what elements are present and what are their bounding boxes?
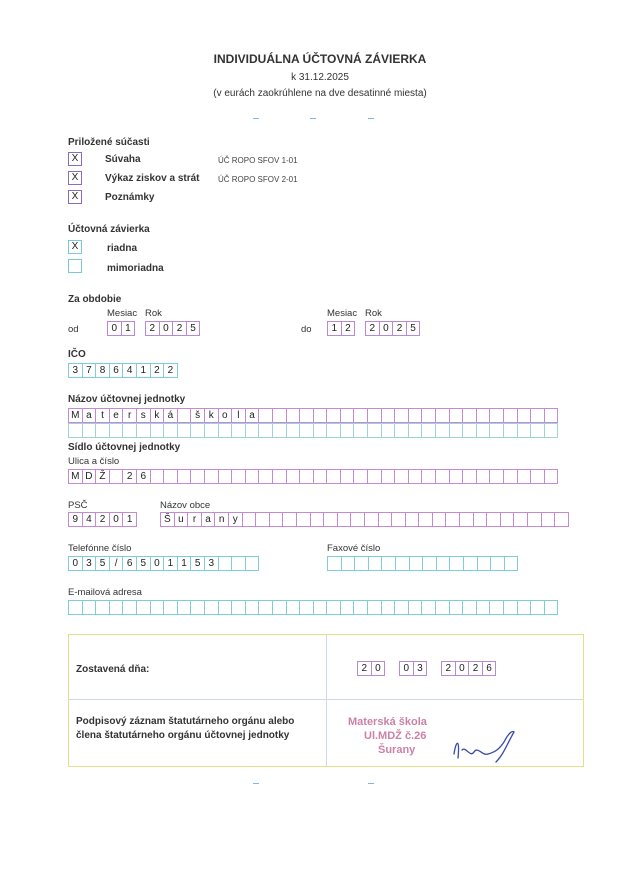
char-cell <box>272 469 286 484</box>
char-cell <box>258 469 272 484</box>
char-cell <box>353 408 367 423</box>
city-label: Názov obce <box>160 500 211 511</box>
char-cell <box>530 600 544 615</box>
char-cell: 0 <box>109 512 123 527</box>
char-cell: 3 <box>82 556 96 571</box>
attachments-heading: Priložené súčasti <box>68 137 150 148</box>
char-cell <box>299 600 313 615</box>
char-cell: 4 <box>82 512 96 527</box>
char-cell: k <box>204 408 218 423</box>
char-cell <box>436 556 450 571</box>
char-cell <box>109 423 123 438</box>
char-cell: 2 <box>150 363 164 378</box>
char-cell <box>245 600 259 615</box>
char-cell <box>150 469 164 484</box>
char-cell: l <box>231 408 245 423</box>
char-cell <box>337 512 351 527</box>
digit-cell: 0 <box>107 321 121 336</box>
attachment-label-notes: Poznámky <box>105 192 155 203</box>
char-cell: e <box>109 408 123 423</box>
digit-cell: 2 <box>365 321 379 336</box>
char-cell <box>163 600 177 615</box>
seat-heading: Sídlo účtovnej jednotky <box>68 442 181 453</box>
char-cell <box>313 408 327 423</box>
digit-cell: 1 <box>327 321 341 336</box>
char-cell: 6 <box>136 469 150 484</box>
scan-mark <box>310 118 316 119</box>
char-cell: a <box>245 408 259 423</box>
statement-checkbox-regular[interactable]: X <box>68 240 82 254</box>
char-cell <box>395 556 409 571</box>
char-cell <box>122 600 136 615</box>
char-cell <box>231 600 245 615</box>
char-cell <box>353 600 367 615</box>
char-cell <box>327 556 341 571</box>
char-cell <box>350 512 364 527</box>
char-cell <box>323 512 337 527</box>
char-cell <box>449 423 463 438</box>
char-cell <box>544 423 559 438</box>
char-cell <box>313 423 327 438</box>
char-cell: M <box>68 469 82 484</box>
char-cell <box>272 600 286 615</box>
char-cell <box>231 423 245 438</box>
char-cell <box>408 469 422 484</box>
char-cell <box>122 423 136 438</box>
char-cell <box>367 408 381 423</box>
char-cell <box>527 512 541 527</box>
char-cell <box>296 512 310 527</box>
currency-note: (v eurách zaokrúhlene na dve desatinné miesta) <box>213 88 427 99</box>
char-cell <box>503 408 517 423</box>
char-cell <box>476 469 490 484</box>
char-cell: n <box>214 512 228 527</box>
digit-cell: 5 <box>406 321 421 336</box>
char-cell <box>421 423 435 438</box>
fax-field[interactable] <box>327 556 518 571</box>
psc-field[interactable] <box>68 512 137 527</box>
signoff-divider-horizontal <box>68 699 583 700</box>
entity-name-label: Názov účtovnej jednotky <box>68 394 186 405</box>
char-cell <box>258 600 272 615</box>
char-cell <box>286 469 300 484</box>
char-cell <box>463 556 477 571</box>
statement-type-heading: Účtovná závierka <box>68 224 150 235</box>
attachment-checkbox-pnl[interactable]: X <box>68 171 82 185</box>
psc-label: PSČ <box>68 500 88 511</box>
char-cell: 1 <box>136 363 150 378</box>
char-cell <box>477 556 491 571</box>
char-cell <box>408 423 422 438</box>
char-cell <box>326 600 340 615</box>
period-to-year[interactable] <box>365 321 420 336</box>
stamp-line1: Materská škola <box>348 716 427 728</box>
period-to-label: do <box>301 324 312 335</box>
char-cell: á <box>163 408 177 423</box>
digit-cell: 2 <box>468 661 482 676</box>
attachment-label-pnl: Výkaz ziskov a strát <box>105 173 200 184</box>
char-cell <box>517 408 531 423</box>
char-cell <box>340 469 354 484</box>
city-field[interactable] <box>160 512 569 527</box>
char-cell: 6 <box>109 363 123 378</box>
digit-cell: 2 <box>172 321 186 336</box>
char-cell <box>368 556 382 571</box>
char-cell <box>299 408 313 423</box>
char-cell: 0 <box>68 556 82 571</box>
char-cell: s <box>136 408 150 423</box>
char-cell: 3 <box>68 363 82 378</box>
char-cell <box>269 512 283 527</box>
char-cell <box>310 512 324 527</box>
char-cell <box>504 556 519 571</box>
char-cell <box>445 512 459 527</box>
char-cell <box>541 512 555 527</box>
char-cell <box>136 423 150 438</box>
char-cell <box>391 512 405 527</box>
period-to-year-label: Rok <box>365 308 382 319</box>
digit-cell: 2 <box>357 661 371 676</box>
char-cell <box>340 408 354 423</box>
char-cell: 2 <box>122 469 136 484</box>
char-cell <box>258 408 272 423</box>
char-cell <box>353 423 367 438</box>
char-cell <box>462 600 476 615</box>
char-cell <box>476 408 490 423</box>
char-cell <box>353 469 367 484</box>
char-cell: 1 <box>177 556 191 571</box>
char-cell: 8 <box>95 363 109 378</box>
char-cell <box>432 512 446 527</box>
period-from-year-label: Rok <box>145 308 162 319</box>
char-cell <box>418 512 432 527</box>
char-cell: M <box>68 408 82 423</box>
digit-cell: 0 <box>455 661 469 676</box>
phone-label: Telefónne číslo <box>68 543 132 554</box>
char-cell <box>82 423 96 438</box>
char-cell <box>394 423 408 438</box>
char-cell <box>408 408 422 423</box>
char-cell <box>486 512 500 527</box>
char-cell <box>409 556 423 571</box>
char-cell: 6 <box>122 556 136 571</box>
char-cell <box>435 408 449 423</box>
char-cell <box>190 469 204 484</box>
char-cell <box>177 469 191 484</box>
char-cell <box>449 408 463 423</box>
char-cell: D <box>82 469 96 484</box>
ico-label: IČO <box>68 349 86 360</box>
char-cell <box>218 600 232 615</box>
char-cell <box>489 423 503 438</box>
street-label: Ulica a číslo <box>68 456 120 467</box>
attachment-code-pnl: ÚČ ROPO SFOV 2-01 <box>218 175 298 184</box>
period-from-label: od <box>68 324 79 335</box>
char-cell <box>381 423 395 438</box>
char-cell <box>68 423 82 438</box>
phone-field[interactable] <box>68 556 259 571</box>
char-cell <box>421 469 435 484</box>
handwritten-signature <box>448 728 518 768</box>
char-cell: 1 <box>122 512 137 527</box>
char-cell <box>282 512 296 527</box>
stamp-line2: Ul.MDŽ č.26 <box>364 730 427 742</box>
digit-cell: 6 <box>482 661 497 676</box>
digit-cell: 2 <box>145 321 159 336</box>
char-cell <box>299 423 313 438</box>
digit-cell: 0 <box>371 661 386 676</box>
char-cell <box>68 600 82 615</box>
char-cell: 1 <box>163 556 177 571</box>
period-heading: Za obdobie <box>68 294 122 305</box>
attachment-code-balance: ÚČ ROPO SFOV 1-01 <box>218 156 298 165</box>
char-cell <box>326 423 340 438</box>
char-cell <box>503 423 517 438</box>
email-label: E-mailová adresa <box>68 587 142 598</box>
char-cell <box>394 600 408 615</box>
char-cell <box>421 600 435 615</box>
char-cell: Š <box>160 512 174 527</box>
entity-name-row1[interactable] <box>68 408 558 423</box>
statement-label-regular: riadna <box>107 243 138 254</box>
fax-label: Faxové číslo <box>327 543 381 554</box>
signature-label-line1: Podpisový záznam štatutárneho orgánu alebo <box>76 716 295 727</box>
char-cell <box>381 469 395 484</box>
char-cell <box>109 600 123 615</box>
char-cell <box>177 600 191 615</box>
signoff-divider-vertical <box>326 634 327 766</box>
char-cell <box>109 469 123 484</box>
statement-label-extraordinary: mimoriadna <box>107 263 164 274</box>
document-date: k 31.12.2025 <box>291 72 349 83</box>
char-cell <box>177 408 191 423</box>
digit-cell: 0 <box>399 661 413 676</box>
digit-cell: 5 <box>186 321 201 336</box>
char-cell: o <box>218 408 232 423</box>
period-from-year[interactable] <box>145 321 200 336</box>
document-title: INDIVIDUÁLNA ÚČTOVNÁ ZÁVIERKA <box>213 52 427 66</box>
char-cell <box>340 423 354 438</box>
char-cell: š <box>190 408 204 423</box>
char-cell <box>218 556 232 571</box>
digit-cell: 0 <box>159 321 173 336</box>
compiled-month[interactable] <box>399 661 427 676</box>
char-cell <box>381 556 395 571</box>
char-cell <box>530 469 544 484</box>
char-cell <box>313 600 327 615</box>
scan-mark <box>253 118 259 119</box>
char-cell: 5 <box>190 556 204 571</box>
char-cell <box>245 469 259 484</box>
stamp-line3: Šurany <box>378 744 416 756</box>
char-cell <box>530 408 544 423</box>
char-cell <box>163 469 177 484</box>
char-cell <box>326 469 340 484</box>
char-cell: 4 <box>122 363 136 378</box>
char-cell <box>367 423 381 438</box>
char-cell <box>473 512 487 527</box>
digit-cell: 2 <box>441 661 455 676</box>
char-cell <box>150 600 164 615</box>
char-cell <box>435 600 449 615</box>
char-cell <box>544 408 559 423</box>
char-cell <box>421 408 435 423</box>
char-cell <box>449 556 463 571</box>
char-cell: Ž <box>95 469 109 484</box>
scan-mark <box>368 118 374 119</box>
char-cell <box>459 512 473 527</box>
char-cell: t <box>95 408 109 423</box>
char-cell <box>341 556 355 571</box>
digit-cell: 1 <box>121 321 136 336</box>
char-cell <box>245 423 259 438</box>
char-cell <box>405 512 419 527</box>
char-cell <box>500 512 514 527</box>
char-cell: y <box>228 512 242 527</box>
char-cell <box>530 423 544 438</box>
char-cell <box>258 423 272 438</box>
char-cell <box>544 469 559 484</box>
char-cell <box>367 469 381 484</box>
attachment-label-balance: Súvaha <box>105 154 141 165</box>
char-cell <box>218 423 232 438</box>
char-cell: a <box>201 512 215 527</box>
char-cell <box>544 600 559 615</box>
scan-mark <box>253 783 259 784</box>
char-cell <box>489 408 503 423</box>
char-cell <box>517 600 531 615</box>
char-cell <box>286 423 300 438</box>
char-cell: 5 <box>95 556 109 571</box>
char-cell: a <box>82 408 96 423</box>
char-cell <box>204 600 218 615</box>
char-cell <box>150 423 164 438</box>
char-cell <box>408 600 422 615</box>
char-cell <box>95 423 109 438</box>
char-cell <box>476 423 490 438</box>
signature-label-line2: člena štatutárneho orgánu účtovnej jednotky <box>76 730 290 741</box>
char-cell <box>231 556 245 571</box>
char-cell <box>449 469 463 484</box>
char-cell: 2 <box>163 363 178 378</box>
char-cell: k <box>150 408 164 423</box>
char-cell <box>503 600 517 615</box>
scan-mark <box>368 783 374 784</box>
statement-checkbox-extraordinary[interactable] <box>68 259 82 273</box>
char-cell <box>381 600 395 615</box>
ico-field[interactable] <box>68 363 178 378</box>
compiled-date-label: Zostavená dňa: <box>76 664 150 675</box>
street-field[interactable] <box>68 469 558 484</box>
compiled-year[interactable] <box>441 661 496 676</box>
char-cell <box>272 423 286 438</box>
char-cell <box>364 512 378 527</box>
char-cell <box>354 556 368 571</box>
email-field[interactable] <box>68 600 558 615</box>
char-cell <box>95 600 109 615</box>
char-cell <box>367 600 381 615</box>
char-cell <box>340 600 354 615</box>
char-cell <box>136 600 150 615</box>
char-cell <box>163 423 177 438</box>
char-cell: 3 <box>204 556 218 571</box>
period-from-month-label: Mesiac <box>107 308 138 319</box>
char-cell <box>255 512 269 527</box>
digit-cell: 2 <box>341 321 356 336</box>
char-cell: r <box>187 512 201 527</box>
char-cell <box>378 512 392 527</box>
char-cell <box>299 469 313 484</box>
char-cell <box>422 556 436 571</box>
attachment-checkbox-balance[interactable]: X <box>68 152 82 166</box>
char-cell <box>394 408 408 423</box>
char-cell <box>231 469 245 484</box>
period-to-month[interactable] <box>327 321 355 336</box>
char-cell <box>503 469 517 484</box>
char-cell <box>462 423 476 438</box>
char-cell <box>326 408 340 423</box>
char-cell <box>513 512 527 527</box>
entity-name-row2[interactable] <box>68 423 558 438</box>
char-cell <box>286 600 300 615</box>
char-cell <box>462 408 476 423</box>
digit-cell: 3 <box>413 661 428 676</box>
digit-cell: 0 <box>379 321 393 336</box>
char-cell <box>476 600 490 615</box>
char-cell: 0 <box>150 556 164 571</box>
char-cell <box>286 408 300 423</box>
char-cell <box>82 600 96 615</box>
char-cell <box>554 512 569 527</box>
char-cell: 7 <box>82 363 96 378</box>
char-cell <box>245 556 260 571</box>
char-cell <box>462 469 476 484</box>
char-cell: 9 <box>68 512 82 527</box>
attachment-checkbox-notes[interactable]: X <box>68 190 82 204</box>
char-cell: u <box>174 512 188 527</box>
char-cell <box>490 556 504 571</box>
digit-cell: 2 <box>392 321 406 336</box>
char-cell <box>449 600 463 615</box>
period-to-month-label: Mesiac <box>327 308 358 319</box>
char-cell <box>177 423 191 438</box>
char-cell: 2 <box>95 512 109 527</box>
char-cell <box>435 469 449 484</box>
char-cell <box>435 423 449 438</box>
char-cell <box>381 408 395 423</box>
char-cell <box>313 469 327 484</box>
char-cell: / <box>109 556 123 571</box>
period-from-month[interactable] <box>107 321 135 336</box>
char-cell: r <box>122 408 136 423</box>
char-cell <box>489 469 503 484</box>
char-cell <box>204 469 218 484</box>
char-cell <box>204 423 218 438</box>
compiled-day[interactable] <box>357 661 385 676</box>
char-cell <box>517 469 531 484</box>
char-cell <box>272 408 286 423</box>
char-cell <box>242 512 256 527</box>
official-stamp <box>340 712 450 770</box>
char-cell <box>517 423 531 438</box>
char-cell <box>190 423 204 438</box>
char-cell: 5 <box>136 556 150 571</box>
char-cell <box>489 600 503 615</box>
char-cell <box>394 469 408 484</box>
char-cell <box>218 469 232 484</box>
char-cell <box>190 600 204 615</box>
